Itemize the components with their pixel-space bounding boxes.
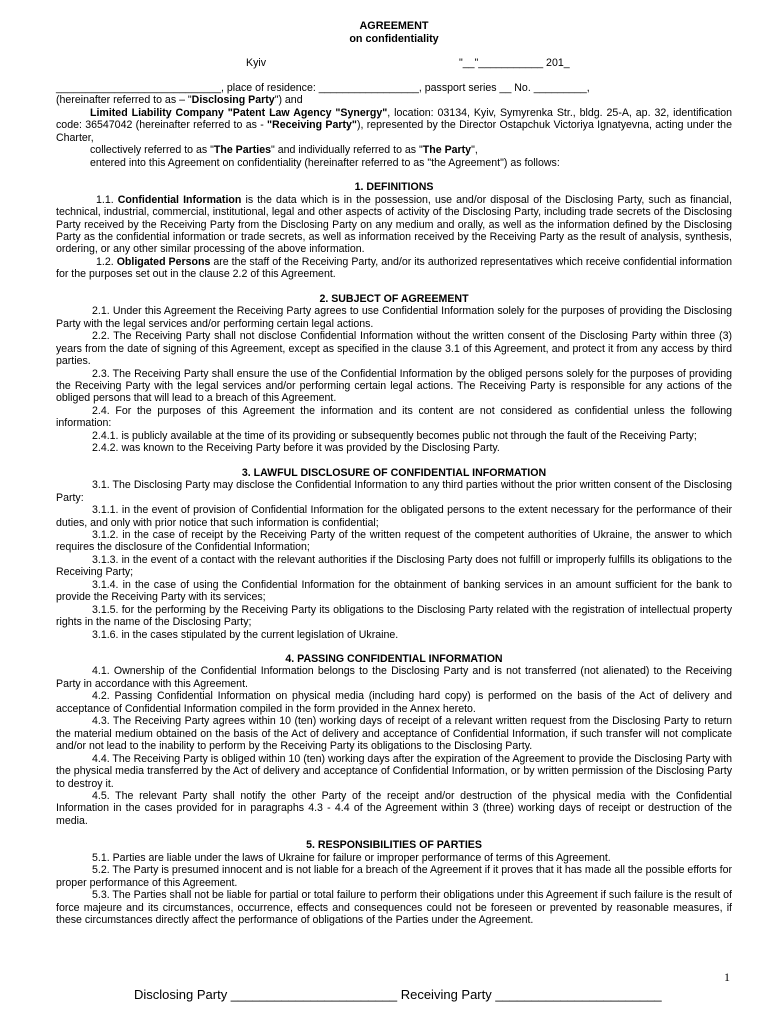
clause-2-4-2: 2.4.2. was known to the Receiving Party before it was provided by the Disclosing Party. (92, 442, 500, 455)
section-heading-definitions: 1. DEFINITIONS (354, 181, 434, 194)
clause-3-1: 3.1. The Disclosing Party may disclose the Confidential Information to any third parties without the prior written consent of the Disclosing Party: (56, 479, 732, 504)
clause-4-2: 4.2. Passing Confidential Information on physical media (including hard copy) is performed on the basis of the Act of delivery and acceptance of Confidential Information compiled in the form provided in the Annex hereto. (56, 690, 732, 715)
section-heading-lawful-disclosure: 3. LAWFUL DISCLOSURE OF CONFIDENTIAL INFORMATION (241, 466, 547, 479)
preamble-party-details: ____________________________, place of residence: _________________, passport series __ No. _________, (56, 82, 590, 94)
signature-footer: Disclosing Party _______________________ Receiving Party _______________________ (134, 987, 662, 1002)
section-heading-responsibilities: 5. RESPONSIBILITIES OF PARTIES (306, 839, 482, 852)
clause-3-1-4: 3.1.4. in the case of using the Confidential Information for the obtainment of banking services in an amount sufficient for the bank to provide the Receiving Party with its services; (56, 578, 732, 604)
clause-2-2: 2.2. The Receiving Party shall not disclose Confidential Information without the written consent of the Disclosing Party within three (3) years from the date of signing of this Agreement, except as specified in the clause 3.1 of this Agreement, and protect it from any access by third parties. (56, 330, 732, 368)
clause-5-1: 5.1. Parties are liable under the laws of Ukraine for failure or improper performance of terms of this Agreement. (92, 851, 611, 864)
preamble-entered: entered into this Agreement on confidentiality (hereinafter referred to as "the Agreement") as follows: (90, 156, 560, 169)
place-date-row (56, 57, 732, 70)
section-heading-subject: 2. SUBJECT OF AGREEMENT (319, 292, 469, 305)
clause-4-1: 4.1. Ownership of the Confidential Information belongs to the Disclosing Party and is not transferred (not alienated) to the Receiving Party in accordance with this Agreement. (56, 665, 732, 690)
clause-2-3: 2.3. The Receiving Party shall ensure the use of the Confidential Information by the obliged persons solely for the purposes of providing the Receiving Party with the legal services and/or performing certain legal actions. The Receiving Party is responsible for any actions of the obliged persons that will lead to a breach of this Agreement. (56, 367, 732, 405)
section-heading-passing: 4. PASSING CONFIDENTIAL INFORMATION (285, 653, 503, 666)
agreement-page (56, 20, 732, 927)
preamble-collective: collectively referred to as "The Parties" and individually referred to as "The Party", (90, 144, 478, 157)
clause-3-1-6: 3.1.6. in the cases stipulated by the current legislation of Ukraine. (92, 628, 399, 641)
clause-5-2: 5.2. The Party is presumed innocent and is not liable for a breach of the Agreement if it proves that it has made all the possible efforts for proper performance of this Agreement. (56, 864, 732, 889)
clause-2-4: 2.4. For the purposes of this Agreement the information and its content are not considered as confidential unless the following information: (56, 404, 732, 430)
document-subtitle: on confidentiality (349, 32, 439, 45)
clause-3-1-3: 3.1.3. in the event of a contact with the relevant authorities if the Disclosing Party does not fulfill or improperly fulfills its obligations to the Receiving Party; (56, 553, 732, 579)
clause-3-1-2: 3.1.2. in the case of receipt by the Receiving Party of the written request of the competent authorities of Ukraine, the answer to which requires the disclosure of the Confidential Information; (56, 528, 732, 554)
clause-1-1: 1.1. Confidential Information is the data which is in the possession, use and/or disposal of the Disclosing Party, such as financial, technical, industrial, commercial, institutional, legal and other aspects of activity of the Disclosing Party, including trade secrets of the Disclosing Party received by the Receiving Party from the Disclosing Party on any medium and orally, as well as the information defined by the Disclosing Party as the confidential information or trade secrets, as well as information received by the Receiving Party as the result of analysis, synthesis, ordering, or any other similar processing of the above information. (56, 193, 732, 256)
preamble-disclosing-party: (hereinafter referred to as – "Disclosing Party") and (56, 94, 303, 107)
clause-4-4: 4.4. The Receiving Party is obliged within 10 (ten) working days after the expiration of the Agreement to provide the Disclosing Party with the physical media transferred by the Act of delivery and acceptance of Confidential Information, or by written permission of the Disclosing Party to destroy it. (56, 752, 732, 790)
city: Kyiv (246, 57, 267, 69)
date-field: "__"___________ 201_ (459, 57, 570, 69)
clause-5-3: 5.3. The Parties shall not be liable for partial or total failure to perform their obligations under this Agreement if such failure is the result of force majeure and its circumstances, occurrence, effects and consequences could not be foreseen or prevented by reasonable measures, if these circumstances directly affect the performance of obligations of the Parties under the Agreement. (56, 889, 732, 927)
clause-3-1-5: 3.1.5. for the performing by the Receiving Party its obligations to the Disclosing Party related with the registration of intellectual property rights in the name of the Disclosing Party; (56, 603, 732, 629)
preamble-receiving-party: Limited Liability Company "Patent Law Agency "Synergy", location: 03134, Kyiv, Symyrenka Str., bldg. 25-A, ap. 32, identification code: 36547042 (hereinafter referred to as - "Receiving Party"), represented by the Director Ostapchuk Victoriya Ignatyevna, acting under the Charter, (56, 106, 732, 144)
page-number: 1 (724, 970, 730, 984)
clause-3-1-1: 3.1.1. in the event of provision of Confidential Information for the obligated persons to the extent necessary for the performance of their duties, and only with prior notice that such information is confidential; (56, 504, 732, 529)
clause-2-4-1: 2.4.1. is publicly available at the time of its providing or subsequently becomes public not through the fault of the Receiving Party; (92, 429, 697, 442)
clause-4-5: 4.5. The relevant Party shall notify the other Party of the receipt and/or destruction of the physical media with the Confidential Information in the cases provided for in paragraphs 4.3 - 4.4 of the Agreement within 3 (three) working days of receipt or destruction of the media. (56, 790, 732, 827)
clause-2-1: 2.1. Under this Agreement the Receiving Party agrees to use Confidential Information solely for the purposes of providing the Disclosing Party with the legal services and/or performing certain legal actions. (56, 305, 732, 330)
clause-4-3: 4.3. The Receiving Party agrees within 10 (ten) working days of receipt of a relevant written request from the Disclosing Party to return the material medium obtained on the basis of the Act of delivery and acceptance of Confidential Information, if such transfer will not complicate and/or not lead to the inability to perform by the Receiving Party its obligations to the Disclosing Party. (56, 715, 732, 753)
document-title: AGREEMENT (359, 20, 429, 32)
clause-1-2: 1.2. Obligated Persons are the staff of the Receiving Party, and/or its authorized representatives which receive confidential information for the purposes set out in the clause 2.2 of this Agreement. (56, 255, 732, 281)
